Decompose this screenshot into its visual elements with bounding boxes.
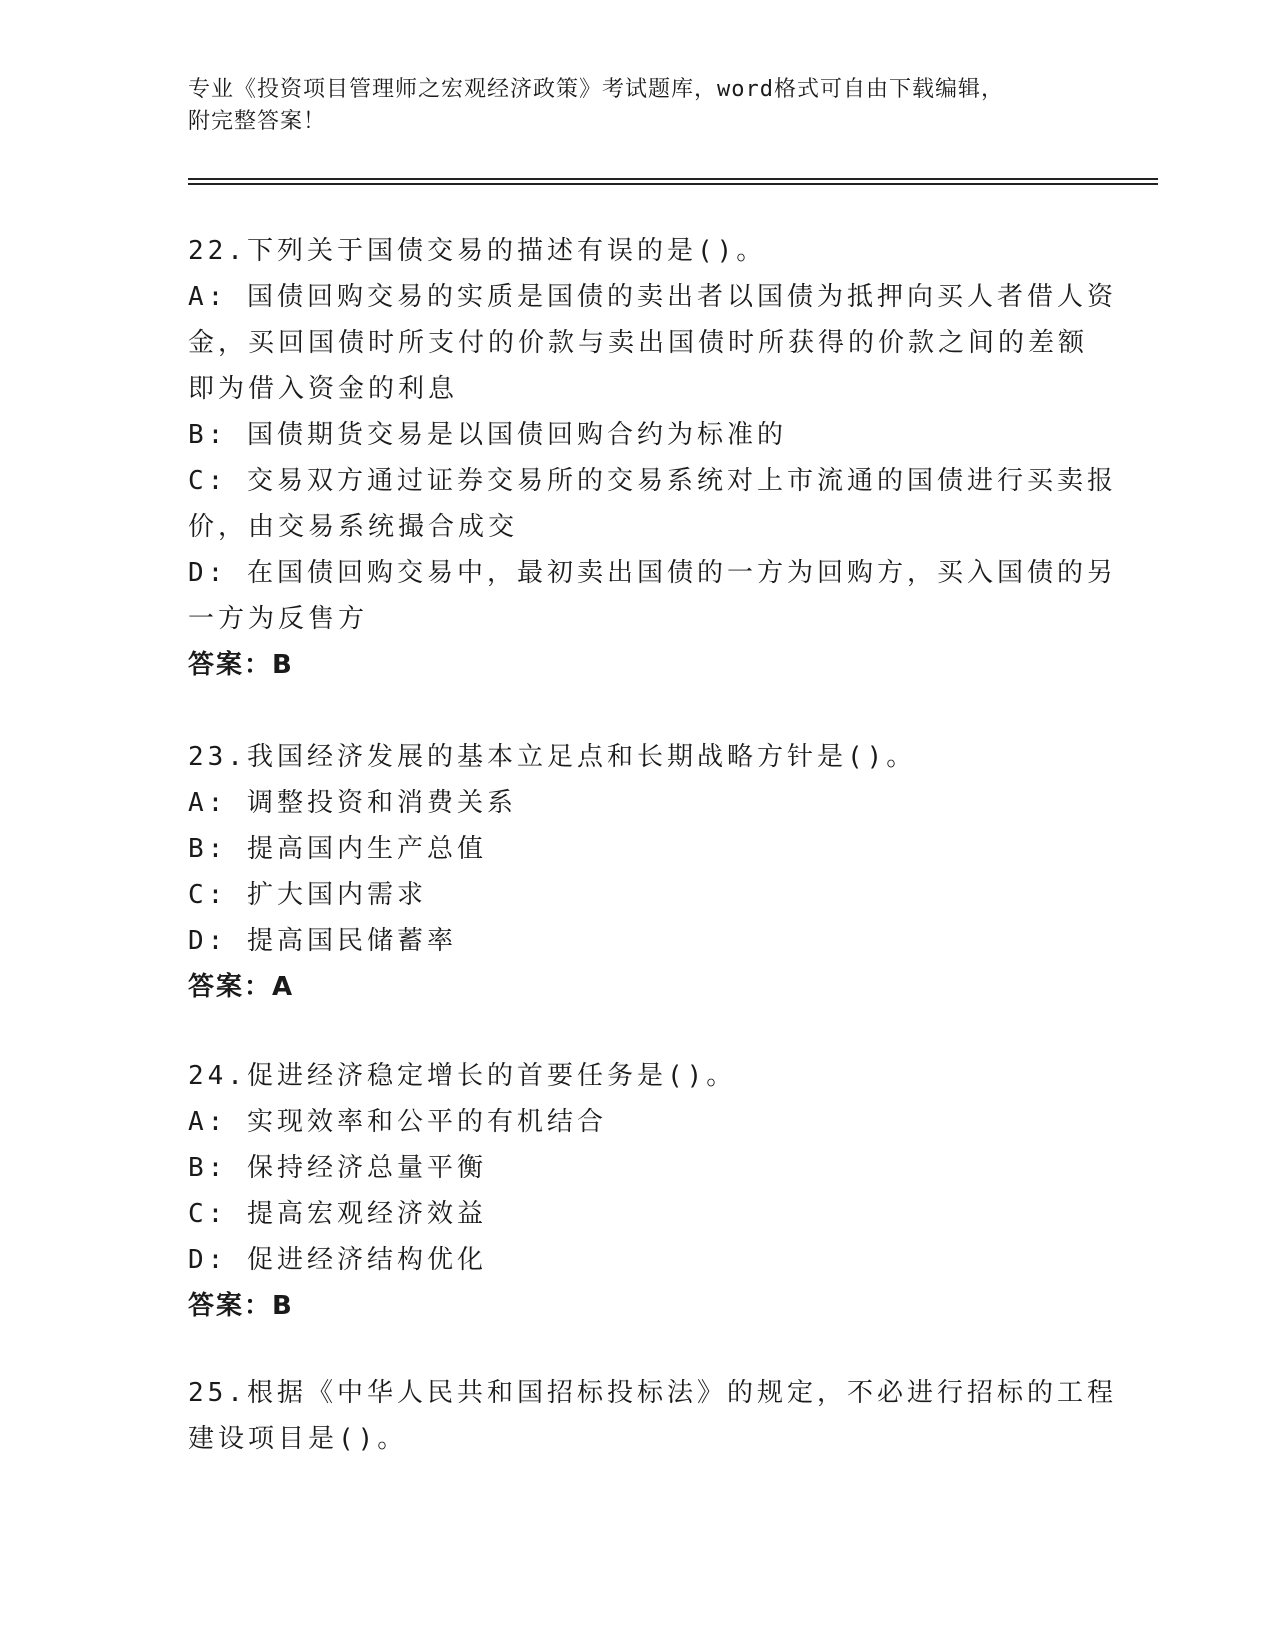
question-stem: 25.根据《中华人民共和国招标投标法》的规定，不必进行招标的工程 xyxy=(188,1378,1117,1408)
option-d: D: 在国债回购交易中，最初卖出国债的一方为回购方，买入国债的另 xyxy=(188,558,1117,588)
answer-label: 答案：B xyxy=(188,1291,294,1321)
question-22 xyxy=(188,228,1117,688)
question-stem-cont: 建设项目是()。 xyxy=(188,1424,408,1454)
option-b: B: 保持经济总量平衡 xyxy=(188,1153,487,1183)
question-stem: 22.下列关于国债交易的描述有误的是()。 xyxy=(188,236,767,266)
answer-label: 答案：A xyxy=(188,972,295,1002)
option-b: B: 提高国内生产总值 xyxy=(188,834,487,864)
document-header xyxy=(188,74,1078,138)
option-c: C: 提高宏观经济效益 xyxy=(188,1199,487,1229)
option-c-cont: 价，由交易系统撮合成交 xyxy=(188,512,519,542)
question-25 xyxy=(188,1370,1117,1462)
answer-label: 答案：B xyxy=(188,650,294,680)
option-b: B: 国债期货交易是以国债回购合约为标准的 xyxy=(188,420,787,450)
question-23 xyxy=(188,734,1088,1010)
option-d-cont: 一方为反售方 xyxy=(188,604,369,634)
option-d: D: 提高国民储蓄率 xyxy=(188,926,457,956)
question-stem: 24.促进经济稳定增长的首要任务是()。 xyxy=(188,1061,737,1091)
option-d: D: 促进经济结构优化 xyxy=(188,1245,487,1275)
header-line-1: 专业《投资项目管理师之宏观经济政策》考试题库，word格式可自由下载编辑， xyxy=(188,77,1004,102)
option-a: A: 调整投资和消费关系 xyxy=(188,788,517,818)
option-a: A: 实现效率和公平的有机结合 xyxy=(188,1107,607,1137)
question-stem: 23.我国经济发展的基本立足点和长期战略方针是()。 xyxy=(188,742,917,772)
header-divider-bottom xyxy=(188,183,1158,185)
header-divider-top xyxy=(188,178,1158,180)
option-a-cont: 金，买回国债时所支付的价款与卖出国债时所获得的价款之间的差额 xyxy=(188,328,1089,358)
option-c: C: 交易双方通过证券交易所的交易系统对上市流通的国债进行买卖报 xyxy=(188,466,1117,496)
option-a: A: 国债回购交易的实质是国债的卖出者以国债为抵押向买人者借人资 xyxy=(188,282,1117,312)
option-c: C: 扩大国内需求 xyxy=(188,880,427,910)
option-a-cont: 即为借入资金的利息 xyxy=(188,374,459,404)
header-line-2: 附完整答案！ xyxy=(188,109,327,134)
question-24 xyxy=(188,1053,1088,1329)
